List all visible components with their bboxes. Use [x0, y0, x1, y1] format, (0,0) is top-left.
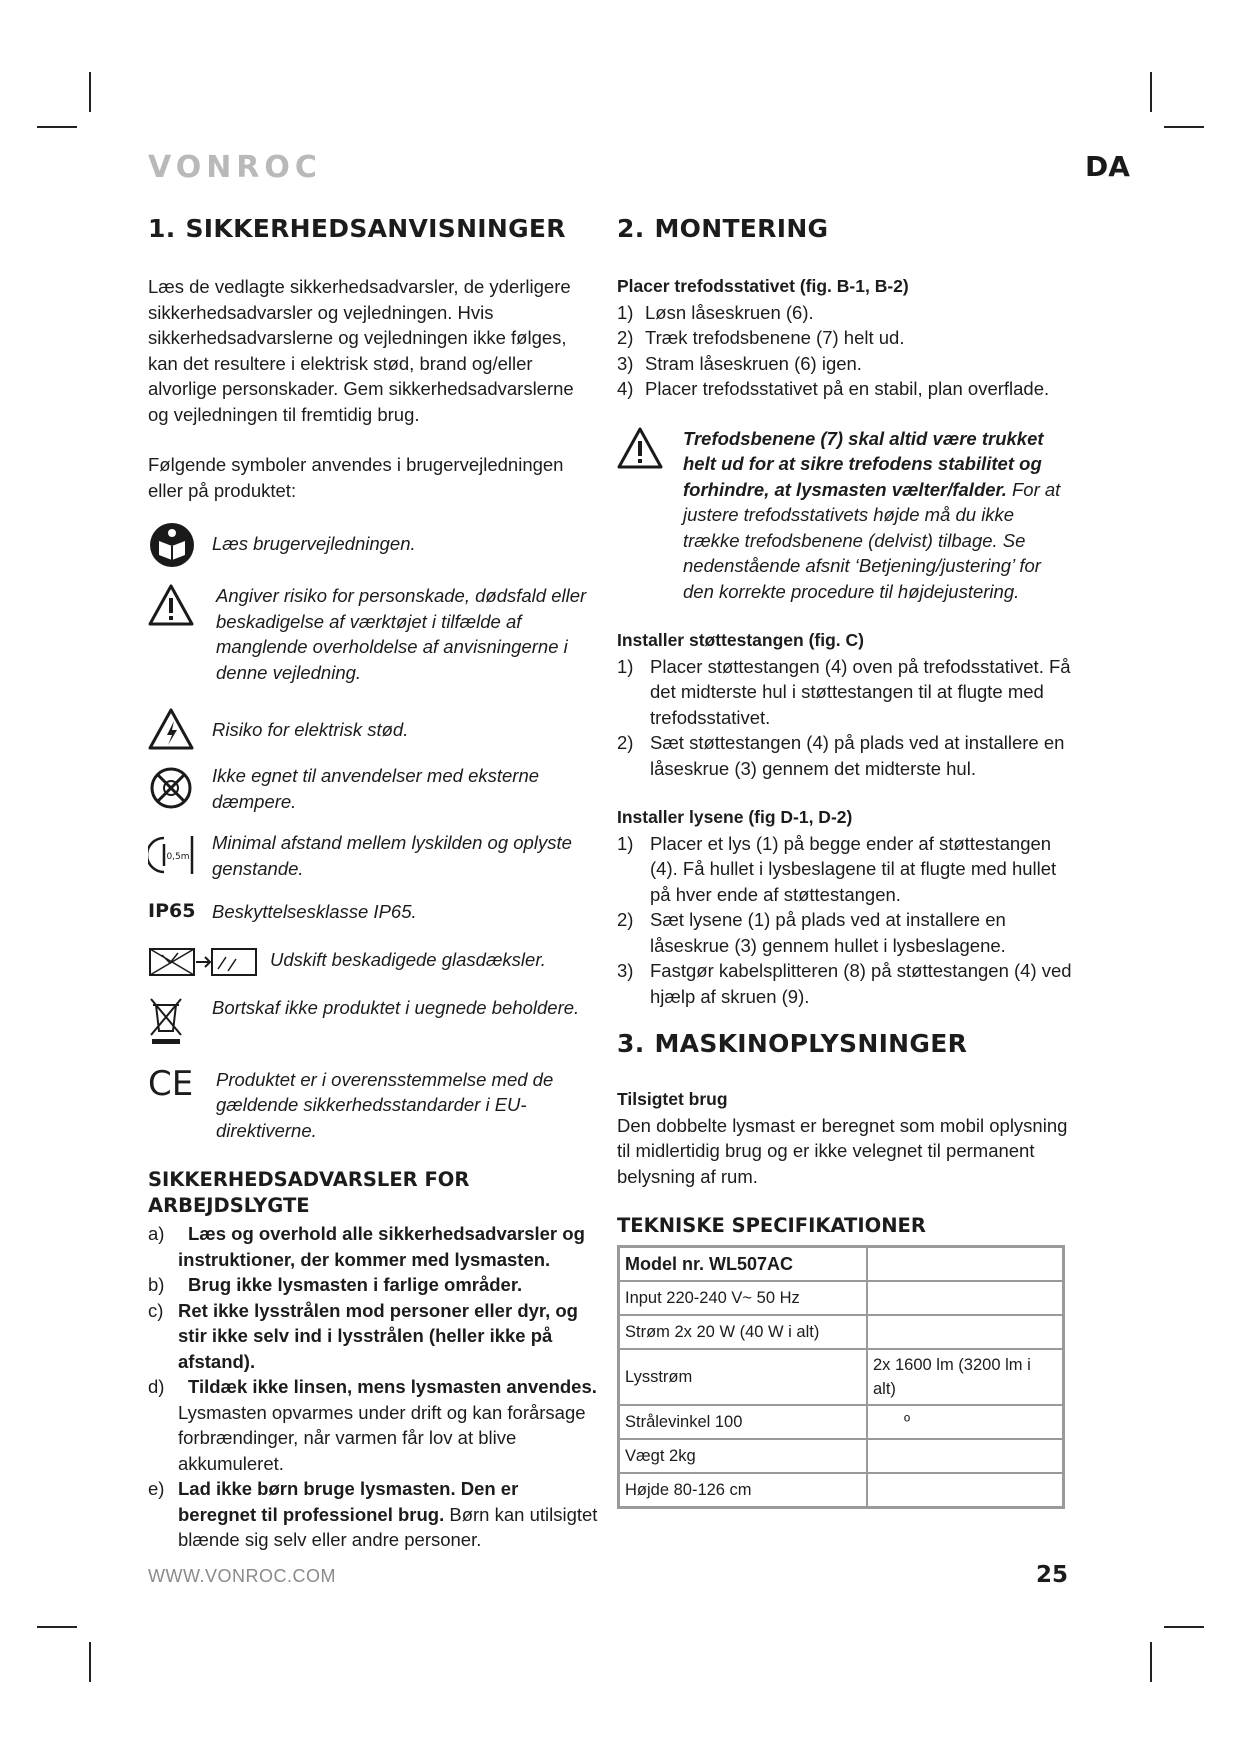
symbol-row: [148, 583, 598, 685]
warnings-list: [148, 1221, 598, 1553]
symbol-text: Produktet er i overensstemmelse med de gældende sikkerhedsstandarder i EU-direktiverne.: [216, 1068, 554, 1141]
spec-value: [867, 1247, 1063, 1281]
symbol-row: [148, 995, 598, 1045]
min-distance-label: 0,5m: [166, 852, 190, 862]
table-row: [619, 1281, 1063, 1315]
ce-mark-label: CE: [148, 1063, 194, 1104]
section-1-intro: Læs de vedlagte sikkerhedsadvarsler, de yderligere sikkerhedsadvarsler og vejledningen. Hvis sikkerhedsadvarslerne og vejledningen ikke følges, kan det resultere i elektrisk stød, brand og/eller alvorlige personskader. Gem sikkerhedsadvarslerne og vejledningen til fremtidig brug.: [148, 276, 574, 425]
symbol-row: [148, 707, 598, 751]
section-1-heading: 1. SIKKERHEDSANVISNINGER: [148, 214, 566, 243]
spec-value: [867, 1315, 1063, 1349]
spec-value: [867, 1439, 1063, 1473]
table-row: [619, 1315, 1063, 1349]
list-item: 3) Stram låseskruen (6) igen.: [617, 352, 862, 374]
spec-label: Input 220-240 V~ 50 Hz: [619, 1281, 867, 1315]
ip65-icon: [148, 899, 212, 925]
crop-mark: [1150, 1642, 1152, 1682]
symbol-text: Risiko for elektrisk stød.: [212, 719, 409, 740]
symbols-list: [148, 521, 598, 1143]
list-item: 4) Placer trefodsstativet på en stabil, plan overflade.: [617, 378, 1050, 399]
table-row: [619, 1473, 1063, 1507]
spec-label: Strøm 2x 20 W (40 W i alt): [619, 1315, 867, 1349]
list-item: c) Ret ikke lysstrålen mod personer eller dyr, og stir ikke selv ind i lysstrålen (heller ikke på afstand).: [148, 1299, 578, 1372]
list-item: 1) Placer støttestangen (4) oven på trefodsstativet. Få det midterste hul i støttestangen til at flugte med trefodsstativet.: [617, 655, 1071, 728]
crop-mark: [89, 72, 91, 112]
list-item: 2) Sæt støttestangen (4) på plads ved at installere en låseskrue (3) gennem det midterste hul.: [617, 732, 1065, 779]
symbol-text: Ikke egnet til anvendelser med eksterne dæmpere.: [212, 765, 540, 812]
symbol-text: Udskift beskadigede glasdæksler.: [270, 948, 546, 970]
intended-use-subheading: Tilsigtet brug: [617, 1089, 728, 1109]
symbol-text: Bortskaf ikke produktet i uegnede beholdere.: [212, 996, 580, 1018]
list-item: 1) Løsn låseskruen (6).: [617, 301, 814, 323]
intended-use-text: Den dobbelte lysmast er beregnet som mobil oplysning til midlertidig brug og er ikke velegnet til permanent belysning af rum.: [617, 1114, 1068, 1187]
support-subheading: Installer støttestangen (fig. C): [617, 630, 864, 650]
symbol-text: Læs brugervejledningen.: [212, 533, 416, 554]
spec-value: º: [867, 1405, 1063, 1439]
list-item: 2) Sæt lysene (1) på plads ved at installere en låseskrue (3) gennem hullet i lysbeslagene.: [617, 909, 1006, 956]
spec-value: [867, 1281, 1063, 1315]
page-number: 25: [1036, 1562, 1069, 1588]
spec-value: 2x 1600 lm (3200 lm i alt): [867, 1349, 1063, 1405]
symbol-row: [148, 521, 598, 569]
read-manual-icon: [148, 521, 212, 569]
min-distance-icon: [148, 832, 212, 878]
crop-mark: [1164, 1626, 1204, 1628]
list-item: 2) Træk trefodsbenene (7) helt ud.: [617, 327, 905, 348]
crop-mark: [37, 1626, 77, 1628]
lights-subheading: Installer lysene (fig D-1, D-2): [617, 807, 853, 827]
crop-mark: [1164, 126, 1204, 128]
footer-url[interactable]: WWW.VONROC.COM: [148, 1566, 336, 1586]
tripod-steps: [617, 300, 1072, 402]
crop-mark: [37, 126, 77, 128]
symbol-row: [148, 899, 598, 925]
symbol-row: [148, 945, 598, 979]
left-column: [148, 212, 598, 1553]
list-item: e) Lad ikke børn bruge lysmasten. Den er beregnet til professionel brug. Børn kan utilsigtet blænde sig selv eller andre personer.: [148, 1478, 598, 1550]
spec-label: Vægt 2kg: [619, 1439, 867, 1473]
table-row: [619, 1439, 1063, 1473]
brand-logo: VONROC: [148, 150, 322, 185]
ip65-label: IP65: [148, 900, 196, 922]
tech-specs-heading: TEKNISKE SPECIFIKATIONER: [617, 1214, 926, 1237]
replace-glass-icon: [148, 945, 270, 979]
spec-table: [617, 1245, 1065, 1509]
list-item: 3) Fastgør kabelsplitteren (8) på støttestangen (4) ved hjælp af skruen (9).: [617, 960, 1072, 1007]
language-code: DA: [1085, 150, 1130, 183]
warning-triangle-icon: [148, 583, 212, 627]
list-item: 1) Placer et lys (1) på begge ender af støttestangen (4). Få hullet i lysbeslagene til at flugte med hullet på hver ende af støttestangen.: [617, 832, 1057, 905]
table-row: [619, 1247, 1063, 1281]
crop-mark: [89, 1642, 91, 1682]
crop-mark: [1150, 72, 1152, 112]
spec-label: Højde 80-126 cm: [619, 1473, 867, 1507]
list-item: d) Tildæk ikke linsen, mens lysmasten anvendes. Lysmasten opvarmes under drift og kan forårsage forbrændinger, når varmen får lov at blive akkumuleret.: [148, 1376, 597, 1474]
symbol-row: [148, 1063, 598, 1144]
no-dimmer-icon: [148, 765, 212, 811]
ce-mark-icon: [148, 1063, 212, 1104]
spec-label: Strålevinkel 100: [619, 1405, 867, 1439]
symbol-row: [148, 832, 598, 881]
electric-shock-icon: [148, 707, 212, 751]
symbol-text: Minimal afstand mellem lyskilden og oplyste genstande.: [212, 832, 572, 879]
tripod-warning-bold: Trefodsbenene (7) skal altid være trukket helt ud for at sikre trefodens stabilitet og forhindre, at lysmasten vælter/falder.: [683, 427, 1044, 500]
list-item: a) Læs og overhold alle sikkerhedsadvarsler og instruktioner, der kommer med lysmasten.: [148, 1223, 585, 1270]
spec-label: Model nr. WL507AC: [619, 1247, 867, 1281]
table-row: [619, 1349, 1063, 1405]
weee-bin-icon: [148, 995, 212, 1045]
section-3-heading: 3. MASKINOPLYSNINGER: [617, 1029, 968, 1058]
symbol-text: Beskyttelsesklasse IP65.: [212, 901, 417, 922]
tripod-subheading: Placer trefodsstativet (fig. B-1, B-2): [617, 276, 909, 296]
list-item: b) Brug ikke lysmasten i farlige områder.: [148, 1274, 523, 1295]
symbols-intro: Følgende symboler anvendes i brugervejledningen eller på produktet:: [148, 454, 564, 501]
work-light-warnings-heading: SIKKERHEDSADVARSLER FOR ARBEJDSLYGTE: [148, 1168, 470, 1217]
tripod-warning: [617, 426, 1072, 605]
section-2-heading: 2. MONTERING: [617, 214, 829, 243]
table-row: [619, 1405, 1063, 1439]
right-column: [617, 212, 1072, 1509]
support-steps: [617, 654, 1072, 782]
warning-triangle-icon: [617, 426, 683, 605]
symbol-text: Angiver risiko for personskade, dødsfald eller beskadigelse af værktøjet i tilfælde af manglende overholdelse af anvisningerne i denne vejledning.: [216, 585, 587, 683]
symbol-row: [148, 765, 598, 814]
lights-steps: [617, 831, 1072, 1010]
spec-label: Lysstrøm: [619, 1349, 867, 1405]
spec-value: [867, 1473, 1063, 1507]
tripod-warning-text: For at justere trefodsstativets højde må du ikke trække trefodsbenene (delvist) tilbage. Se nedenstående afsnit ‘Betjening/justering’ for den korrekte procedure til højdejustering.: [683, 478, 1061, 602]
